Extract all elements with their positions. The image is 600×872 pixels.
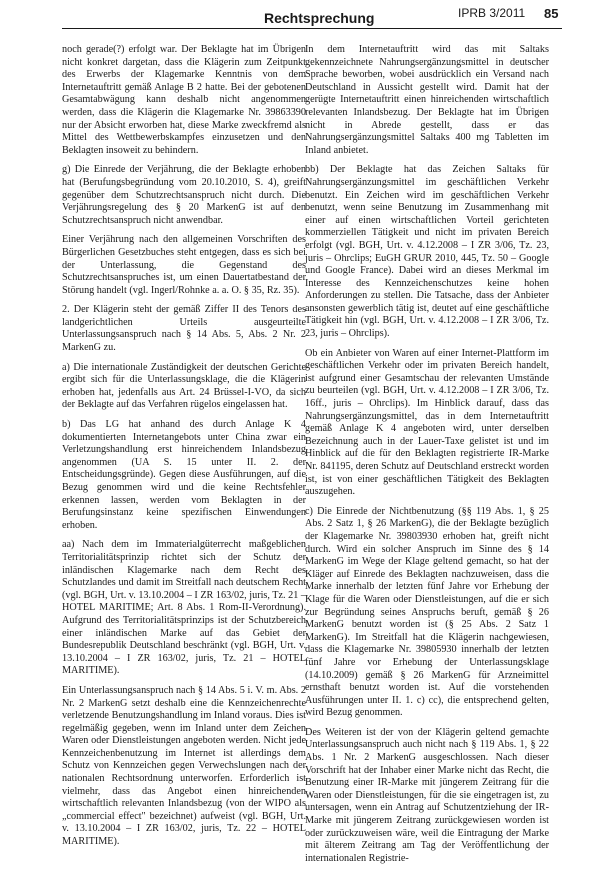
paragraph: a) Die internationale Zuständigkeit der deutschen Gerichte ergibt sich für die Unterlassungsklage, die die Klägerin erhoben hat, jedenfalls aus Art. 24 Brüssel-I-VO, da sich der Beklagte auf das Verfahren rügelos eingelassen hat. [62, 361, 306, 411]
paragraph: b) Das LG hat anhand des durch Anlage K 4 dokumentierten Internetangebots unter China zwar ein Verletzungshandlung erst hinreichendem Inlandsbezug angenommen (UA S. 15 unter II. 2. der Entscheidungsgründe). Gegen diese Ausführungen, auf die Bezug genommen wird und die keine Rechtsfehler erkennen lassen, werden vom Beklagten in der Berufungsinstanz keine spezifischen Einwendungen erhoben. [62, 419, 306, 531]
page-number: 85 [544, 6, 559, 21]
journal-issue: IPRB 3/2011 [458, 6, 526, 20]
header-rule [62, 28, 562, 29]
paragraph: Ein Unterlassungsanspruch nach § 14 Abs. 5 i. V. m. Abs. 2 Nr. 2 MarkenG setzt deshalb eine die Kennzeichenrechte verletzende Benutzungshandlung im Inland voraus. Dies ist regelmäßig gegeben, wenn im Inland unter dem Zeichen Waren oder Dienstleistungen angeboten werden. Nicht jede Kennzeichenbenutzung im Internet ist allerdings dem Schutz von Kennzeichen gegen Verwechslungen nach der nationalen Rechtsordnung unterworfen. Erforderlich ist vielmehr, dass das Angebot einen hinreichenden wirtschaftlich relevanten Inlandsbezug (von der WIPO als „commercial effect" bezeichnet) aufweist (vgl. BGH, Urt. v. 13.10.2004 – I ZR 163/02, juris, Tz. 22 – HOTEL MARITIME). [62, 684, 306, 848]
left-column [62, 44, 306, 856]
paragraph: noch gerade(?) erfolgt war. Der Beklagte hat im Übrigen nicht konkret dargetan, dass die Klägerin zum Zeitpunkt des Erwerbs der Klagemarke Kenntnis von dem Internetauftritt gemäß Anlage B 2 hatte. Bei der gebotenen Gesamtabwägung kann deshalb nicht angenommen werden, dass die Klägerin die Klagemarke Nr. 39863390 nur der Absicht erworben hat, diese Marke zweckfremd als Mittel des Wettbewerbskampfes einzusetzen und den Beklagten insoweit zu behindern. [62, 44, 306, 156]
paragraph: aa) Nach dem im Immaterialgüterrecht maßgeblichen Territorialitätsprinzip richtet sich der Schutz der inländischen Klagemarke nach dem Recht des Schutzlandes und damit im Streitfall nach deutschem Recht (vgl. BGH, Urt. v. 13.10.2004 – I ZR 163/02, juris, Tz. 21 – HOTEL MARITIME; Art. 8 Abs. 1 Rom-II-Verordnung). Aufgrund des Territorialitätsprinzips ist der Schutzbereich einer inländischen Marke auf das Gebiet der Bundesrepublik Deutschland beschränkt (vgl. BGH, Urt. v. 13.10.2004 – I ZR 163/02, juris, Tz. 21 – HOTEL MARITIME). [62, 539, 306, 677]
paragraph: g) Die Einrede der Verjährung, die der Beklagte erhoben hat (Berufungsbegründung vom 20.10.2010, S. 4), greift gegenüber dem Schutzrechtsanspruch nicht durch. Die Verjährungsregelung des § 20 MarkenG ist auf den Schutzrechtsanspruch nicht anwendbar. [62, 164, 306, 226]
section-title: Rechtsprechung [258, 10, 380, 26]
page-header [0, 0, 600, 40]
paragraph: 2. Der Klägerin steht der gemäß Ziffer II des Tenors des landgerichtlichen Urteils ausgeurteilte Unterlassungsanspruch nach § 14 Abs. 5, Abs. 2 Nr. 2 MarkenG zu. [62, 304, 306, 354]
right-column [305, 44, 549, 872]
paragraph: Einer Verjährung nach den allgemeinen Vorschriften des Bürgerlichen Gesetzbuches steht entgegen, dass es sich bei der Unterlassung, die Gegenstand des Schutzrechtsanspruches ist, um einen Dauertatbestand der Störung handelt (vgl. Ingerl/Rohnke a. a. O. § 35, Rz. 35). [62, 234, 306, 296]
paragraph: bb) Der Beklagte hat das Zeichen Saltaks für Nahrungsergänzungsmittel im geschäftlichen Verkehr benutzt. Ein Zeichen wird im geschäftlichen Verkehr benutzt, wenn seine Benutzung im Zusammenhang mit einer auf einen wirtschaftlichen Vorteil gerichteten kommerziellen Tätigkeit und nicht im privaten Bereich erfolgt (vgl. BGH, Urt. v. 4.12.2008 – I ZR 3/06, Tz. 23, juris – Ohrclips; EuGH GRUR 2010, 445, Tz. 50 – Google und Google France). Dabei wird an dieses Merkmal im Interesse des Kennzeichenschutzes keine hohen Anforderungen zu stellen. Die Tatsache, dass der Anbieter ansonsten gewerblich tätig ist, deutet auf eine geschäftliche Tätigkeit hin (vgl. BGH, Urt. v. 4.12.2008 – I ZR 3/06, Tz. 23, juris – Ohrclips). [305, 164, 549, 340]
paragraph: Des Weiteren ist der von der Klägerin geltend gemachte Unterlassungsanspruch auch nicht nach § 119 Abs. 1, § 22 Abs. 1 Nr. 2 MarkenG ausgeschlossen. Nach dieser Vorschrift hat der Inhaber einer Marke nicht das Recht, die Benutzung einer IR-Marke mit jüngerem Zeitrang für die Waren oder Dienstleistungen, für die sie eingetragen ist, zu untersagen, wenn ein Antrag auf Schutzentziehung der IR-Marke mit jüngerem Zeitrang zurückgewiesen worden ist oder zurückzuweisen wäre, weil die Eintragung der Marke mit älterem Zeitrang am Tag der Veröffentlichung der internationalen Registrie- [305, 726, 549, 864]
paragraph: c) Die Einrede der Nichtbenutzung (§§ 119 Abs. 1, § 25 Abs. 2 Satz 1, § 26 MarkenG), die der Beklagte bezüglich der Klagemarke Nr. 39803930 erhoben hat, greift nicht durch. Wird ein solcher Anspruch im Sinne des § 14 MarkenG im Wege der Klage geltend gemacht, so hat der Kläger auf Einrede des Beklagten nachzuweisen, dass die Marke innerhalb der letzten fünf Jahre vor Erhebung der Klage für die Waren oder Dienstleistungen, auf die er sich zur Begründung seines Anspruchs beruft, gemäß § 26 MarkenG benutzt worden ist (§ 25 Abs. 2 Satz 1 MarkenG). Im Streitfall hat die Klägerin nachgewiesen, dass die Klagemarke Nr. 39805930 innerhalb der letzten fünf Jahre vor Erhebung der Unterlassungsklage (14.10.2009) gemäß § 26 MarkenG für Arzneimittel ernsthaft benutzt worden ist. Auf die vorstehenden Ausführungen unter II. 1. c) cc), die entsprechend gelten, wird Bezug genommen. [305, 505, 549, 719]
paragraph: Ob ein Anbieter von Waren auf einer Internet-Plattform im geschäftlichen Verkehr oder im privaten Bereich handelt, ist aufgrund einer Gesamtschau der relevanten Umstände zu beurteilen (vgl. BGH, Urt. v. 4.12.2008 – I ZR 3/06, Tz. 16ff., juris – Ohrclips). Im Hinblick darauf, dass das Nahrungsergänzungsmittel, das in dem Internetauftritt gemäß Anlage K 4 angeboten wird, unter derselben Bezeichnung auch in der Lauer-Taxe gelistet ist und im Hinblick auf die für den Beklagten registrierte IR-Marke Nr. 841195, deren Schutz auf Deutschland erstreckt worden ist, ist von einer geschäftlichen Tätigkeit des Beklagten auszugehen. [305, 347, 549, 498]
paragraph: In dem Internetauftritt wird das mit Saltaks gekennzeichnete Nahrungsergänzungsmittel in deutscher Sprache beworben, wobei ausdrücklich ein Versand nach Deutschland in Aussicht gestellt wird. Damit hat der gerügte Internetauftritt einen hinreichenden wirtschaftlich relevanten Inlandsbezug. Der Beklagte hat im Übrigen nicht in Abrede gestellt, dass er das Nahrungsergänzungsmittel Saltaks 400 mg Tabletten im Inland anbietet. [305, 44, 549, 156]
